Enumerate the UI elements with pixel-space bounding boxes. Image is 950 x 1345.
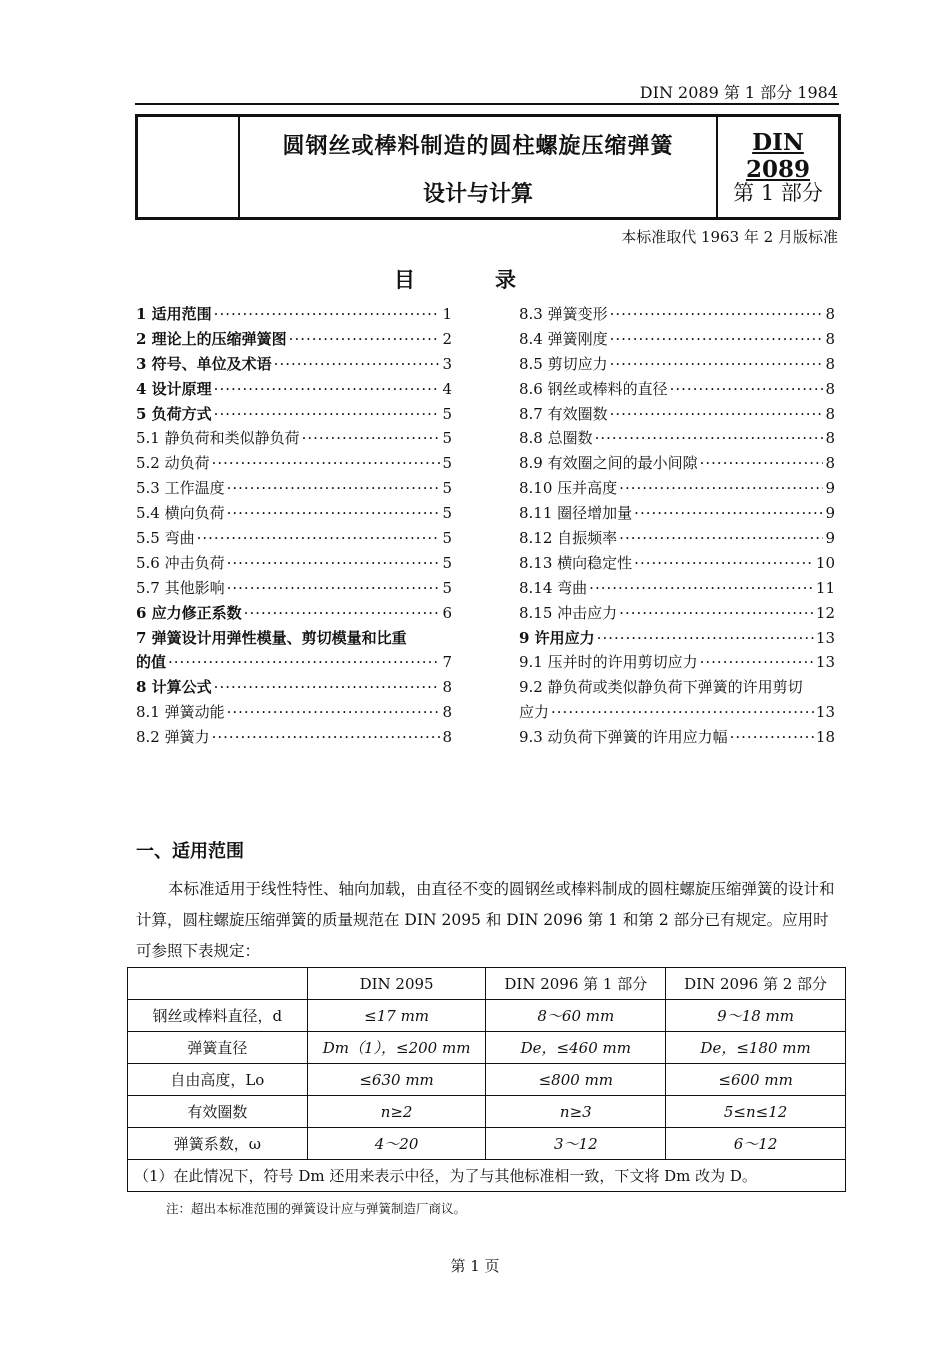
- toc-entry-label: 5 负荷方式: [136, 404, 212, 423]
- toc-leader-dots: [214, 377, 441, 402]
- table-cell: ≤17 mm: [307, 1000, 486, 1032]
- table-header-cell: DIN 2095: [307, 968, 486, 1000]
- toc-entry-label: 2 理论上的压缩弹簧图: [136, 329, 287, 348]
- toc-entry-page: 8: [825, 429, 835, 448]
- toc-entry-label: 9.1 压并时的许用剪切应力: [519, 653, 698, 672]
- table-row-label: 弹簧系数，ω: [128, 1128, 308, 1160]
- toc-entry-page: 5: [442, 454, 452, 473]
- toc-entry-page: 4: [442, 379, 452, 398]
- table-cell: 8～60 mm: [486, 1000, 666, 1032]
- title-cell: [240, 117, 718, 217]
- toc-entry-label: 8.12 自振频率: [519, 529, 618, 548]
- toc-entry[interactable]: [136, 451, 452, 476]
- toc-entry-page: 3: [442, 354, 452, 373]
- toc-leader-dots: [597, 626, 814, 651]
- table-row-label: 自由高度，Lo: [128, 1064, 308, 1096]
- table-cell: ≤600 mm: [666, 1064, 846, 1096]
- toc-leader-dots: [595, 426, 824, 451]
- toc-entry[interactable]: [519, 626, 835, 651]
- toc-leader-dots: [214, 402, 441, 427]
- toc-entry[interactable]: [136, 501, 452, 526]
- toc-entry[interactable]: [519, 352, 835, 377]
- title-block: [135, 114, 841, 220]
- toc-entry-label: 8.13 横向稳定性: [519, 553, 633, 572]
- toc-leader-dots: [730, 725, 814, 750]
- toc-entry-page: 8: [442, 678, 452, 697]
- toc-entry-page: 8: [825, 379, 835, 398]
- table-cell: 5≤n≤12: [666, 1096, 846, 1128]
- document-header: DIN 2089 第 1 部分 1984: [639, 83, 838, 102]
- toc-entry-label: 应力: [519, 703, 550, 722]
- toc-leader-dots: [168, 650, 440, 675]
- toc-entry[interactable]: [519, 476, 835, 501]
- toc-entry-page: 12: [815, 603, 835, 622]
- toc-leader-dots: [227, 476, 441, 501]
- toc-entry-page: 13: [815, 703, 835, 722]
- standard-code: DIN 2089: [745, 129, 810, 183]
- toc-entry-page: 8: [825, 354, 835, 373]
- toc-leader-dots: [214, 302, 441, 327]
- toc-entry[interactable]: [519, 451, 835, 476]
- toc-leader-dots: [634, 551, 814, 576]
- toc-entry-label: 8 计算公式: [136, 678, 212, 697]
- toc-entry-page: 5: [442, 553, 452, 572]
- table-cell: De，≤460 mm: [486, 1032, 666, 1064]
- toc-entry-page: 13: [815, 628, 835, 647]
- toc-entry-label: 8.8 总圈数: [519, 429, 593, 448]
- toc-entry-page: 8: [825, 305, 835, 323]
- toc-entry-page: 5: [442, 578, 452, 597]
- toc-leader-dots: [227, 551, 441, 576]
- toc-leader-dots: [244, 601, 441, 626]
- toc-leader-dots: [670, 377, 824, 402]
- table-row-label: 有效圈数: [128, 1096, 308, 1128]
- toc-entry[interactable]: [136, 476, 452, 501]
- toc-entry-label: 8.5 剪切应力: [519, 354, 608, 373]
- table-footnote-row: [128, 1160, 846, 1192]
- toc-entry-page: 9: [825, 479, 835, 498]
- toc-entry[interactable]: [136, 601, 452, 626]
- toc-entry-page: 9: [825, 504, 835, 523]
- note-text: 注：超出本标准范围的弹簧设计应与弹簧制造厂商议。: [166, 1201, 467, 1216]
- toc-entry-page: 7: [442, 653, 452, 672]
- header-rule: [135, 103, 839, 105]
- toc-entry[interactable]: [519, 576, 835, 601]
- toc-left-column: [136, 302, 452, 750]
- toc-leader-dots: [227, 501, 441, 526]
- table-cell: 3～12: [486, 1128, 666, 1160]
- toc-entry-label: 3 符号、单位及术语: [136, 354, 272, 373]
- toc-entry-page: 6: [442, 603, 452, 622]
- title-logo-cell: [138, 117, 240, 217]
- toc-leader-dots: [610, 402, 824, 427]
- toc-leader-dots: [227, 576, 441, 601]
- toc-entry[interactable]: [519, 526, 835, 551]
- toc-leader-dots: [700, 650, 814, 675]
- page-number: 第 1 页: [450, 1257, 500, 1275]
- toc-entry-label: 8.3 弹簧变形: [519, 305, 608, 323]
- code-cell: [718, 117, 838, 217]
- replaces-note: 本标准取代 1963 年 2 月版标准: [621, 228, 838, 246]
- toc-right-column: [519, 302, 835, 750]
- table-cell: De，≤180 mm: [666, 1032, 846, 1064]
- toc-entry-page: 5: [442, 404, 452, 423]
- toc-entry-label: 4 设计原理: [136, 379, 212, 398]
- toc-leader-dots: [610, 352, 824, 377]
- toc-entry[interactable]: [136, 302, 452, 327]
- toc-entry[interactable]: [519, 377, 835, 402]
- table-cell: Dm（1），≤200 mm: [307, 1032, 486, 1064]
- toc-entry-page: 9: [825, 529, 835, 548]
- section-heading: 一、适用范围: [136, 841, 244, 862]
- toc-entry[interactable]: [136, 576, 452, 601]
- table-cell: ≤630 mm: [307, 1064, 486, 1096]
- table-header-cell: [128, 968, 308, 1000]
- toc-leader-dots: [197, 526, 441, 551]
- toc-entry-label: 5.1 静负荷和类似静负荷: [136, 429, 300, 448]
- table-cell: n≥2: [307, 1096, 486, 1128]
- toc-entry-page: 5: [442, 504, 452, 523]
- toc-entry-label: 6 应力修正系数: [136, 603, 242, 622]
- toc-entry-page: 2: [442, 329, 452, 348]
- toc-entry-page: 8: [442, 728, 452, 747]
- toc-entry[interactable]: [136, 551, 452, 576]
- toc-entry-page: 11: [815, 578, 835, 597]
- toc-entry-label: 5.4 横向负荷: [136, 504, 225, 523]
- table-row-label: 钢丝或棒料直径，d: [128, 1000, 308, 1032]
- standard-part: 第 1 部分: [733, 181, 823, 205]
- toc-entry-label: 8.9 有效圈之间的最小间隙: [519, 454, 698, 473]
- toc-leader-dots: [302, 426, 441, 451]
- toc-entry[interactable]: [136, 377, 452, 402]
- toc-entry[interactable]: [136, 426, 452, 451]
- toc-entry[interactable]: [136, 675, 452, 700]
- toc-entry-label: 1 适用范围: [136, 305, 212, 323]
- toc-leader-dots: [634, 501, 823, 526]
- toc-entry[interactable]: [136, 327, 452, 352]
- toc-entry-label[interactable]: 9.2 静负荷或类似静负荷下弹簧的许用剪切: [519, 678, 803, 697]
- toc-leader-dots: [619, 601, 814, 626]
- toc-entry[interactable]: [519, 650, 835, 675]
- toc-entry-page: 18: [815, 728, 835, 747]
- toc-entry-page: 8: [825, 329, 835, 348]
- toc-entry[interactable]: [519, 426, 835, 451]
- spec-table: [127, 967, 846, 1192]
- toc-title: 目录: [394, 267, 596, 292]
- table-footnote: （1）在此情况下，符号 Dm 还用来表示中径，为了与其他标准相一致，下文将 Dm 改为 D。: [128, 1160, 846, 1192]
- toc-entry-page: 8: [825, 454, 835, 473]
- toc-entry[interactable]: [519, 402, 835, 427]
- toc-entry-label: 8.14 弯曲: [519, 578, 588, 597]
- toc-entry-page: 5: [442, 479, 452, 498]
- toc-entry-label: 8.10 压并高度: [519, 479, 618, 498]
- toc-entry-page: 8: [442, 703, 452, 722]
- toc-entry[interactable]: [519, 601, 835, 626]
- document-subtitle: 设计与计算: [422, 181, 533, 207]
- toc-entry[interactable]: [519, 302, 835, 327]
- toc-entry[interactable]: [136, 526, 452, 551]
- toc-entry[interactable]: [519, 725, 835, 750]
- toc-entry[interactable]: [136, 700, 452, 725]
- toc-entry-page: 10: [815, 553, 835, 572]
- section-paragraph: [136, 874, 840, 967]
- toc-entry-page: 5: [442, 529, 452, 548]
- table-header-cell: DIN 2096 第 1 部分: [486, 968, 666, 1000]
- table-header-cell: DIN 2096 第 2 部分: [666, 968, 846, 1000]
- toc-leader-dots: [274, 352, 441, 377]
- document-title: 圆钢丝或棒料制造的圆柱螺旋压缩弹簧: [282, 133, 674, 159]
- toc-entry-label: 5.2 动负荷: [136, 454, 210, 473]
- table-cell: 9～18 mm: [666, 1000, 846, 1032]
- toc-entry[interactable]: [519, 327, 835, 352]
- toc-leader-dots: [700, 451, 824, 476]
- toc-leader-dots: [589, 576, 814, 601]
- toc-entry-label: 9 许用应力: [519, 628, 595, 647]
- toc-entry-page: 13: [815, 653, 835, 672]
- toc-entry[interactable]: [519, 700, 835, 725]
- toc-entry-label: 8.1 弹簧动能: [136, 703, 225, 722]
- toc-entry-label: 5.7 其他影响: [136, 578, 225, 597]
- toc-entry[interactable]: [136, 402, 452, 427]
- table-row: [128, 1128, 846, 1160]
- toc-entry-label: 9.3 动负荷下弹簧的许用应力幅: [519, 728, 728, 747]
- toc-entry[interactable]: [136, 725, 452, 750]
- toc-leader-dots: [551, 700, 814, 725]
- toc-entry-label: 5.6 冲击负荷: [136, 553, 225, 572]
- toc-leader-dots: [610, 302, 824, 327]
- toc-leader-dots: [212, 725, 441, 750]
- table-row: [128, 1064, 846, 1096]
- toc-entry-page: 5: [442, 429, 452, 448]
- toc-entry-page: 1: [442, 305, 452, 323]
- table-row: [128, 1096, 846, 1128]
- toc-entry[interactable]: [136, 352, 452, 377]
- table-row: [128, 1000, 846, 1032]
- toc-leader-dots: [212, 451, 441, 476]
- toc-entry[interactable]: [136, 650, 452, 675]
- toc-entry-label: 5.5 弯曲: [136, 529, 195, 548]
- toc-entry[interactable]: [519, 501, 835, 526]
- table-cell: 4～20: [307, 1128, 486, 1160]
- table-row-label: 弹簧直径: [128, 1032, 308, 1064]
- table-cell: ≤800 mm: [486, 1064, 666, 1096]
- toc-entry[interactable]: [519, 551, 835, 576]
- toc-entry-label: 8.7 有效圈数: [519, 404, 608, 423]
- toc-entry-label: 5.3 工作温度: [136, 479, 225, 498]
- table-cell: 6～12: [666, 1128, 846, 1160]
- toc-entry-label: 8.2 弹簧力: [136, 728, 210, 747]
- toc-entry-label[interactable]: 7 弹簧设计用弹性模量、剪切模量和比重: [136, 628, 407, 647]
- toc-leader-dots: [619, 526, 823, 551]
- paragraph-text: 本标准适用于线性特性、轴向加载，由直径不变的圆钢丝或棒料制成的圆柱螺旋压缩弹簧的设计和计算，圆柱螺旋压缩弹簧的质量规范在 DIN 2095 和 DIN 2096 第 1 和第 2 部分已有规定。应用时可参照下表规定：: [136, 880, 835, 960]
- toc-leader-dots: [289, 327, 441, 352]
- toc-entry-page: 8: [825, 404, 835, 423]
- toc-entry-label: 8.4 弹簧刚度: [519, 329, 608, 348]
- toc-entry-label: 8.6 钢丝或棒料的直径: [519, 379, 668, 398]
- table-row: [128, 1032, 846, 1064]
- toc-entry-label: 的值: [136, 653, 167, 672]
- toc-leader-dots: [214, 675, 441, 700]
- toc-entry-label: 8.15 冲击应力: [519, 603, 618, 622]
- toc-leader-dots: [610, 327, 824, 352]
- toc-leader-dots: [227, 700, 441, 725]
- toc-entry-label: 8.11 圈径增加量: [519, 504, 633, 523]
- toc-leader-dots: [619, 476, 823, 501]
- table-cell: n≥3: [486, 1096, 666, 1128]
- table-header-row: [128, 968, 846, 1000]
